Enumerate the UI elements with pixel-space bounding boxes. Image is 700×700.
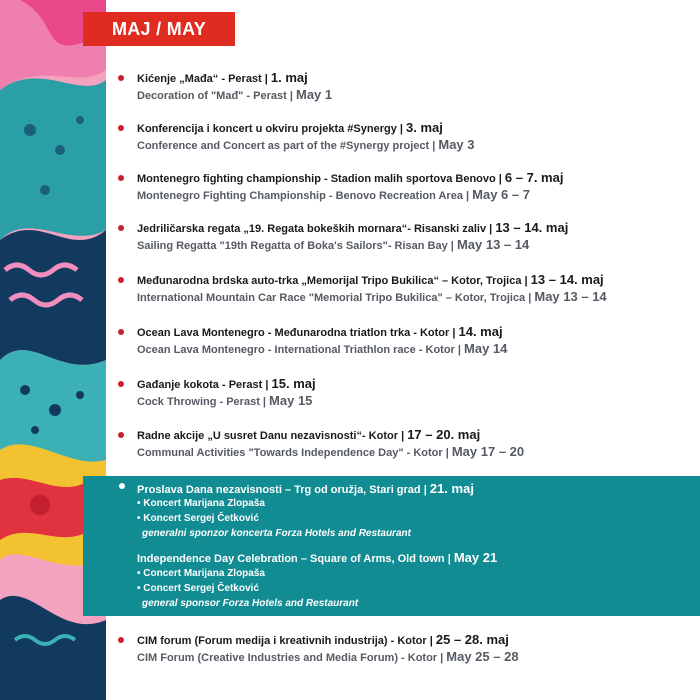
event-title-en: Ocean Lava Montenegro - International Triathlon race - Kotor | May 14 (137, 341, 508, 356)
highlight-title-sr: Proslava Dana nezavisnosti – Trg od oružja, Stari grad | 21. maj (137, 481, 474, 496)
bullet-icon (118, 329, 124, 335)
sponsor-note-en: general sponsor Forza Hotels and Restaurant (142, 598, 359, 609)
bullet-icon (118, 225, 124, 231)
highlight-item: • Concert Sergej Četković (137, 583, 259, 594)
event-title-en: CIM Forum (Creative Industries and Media Forum) - Kotor | May 25 – 28 (137, 649, 519, 664)
highlight-item: • Koncert Marijana Zlopaša (137, 498, 265, 509)
event-title-en: Montenegro Fighting Championship - Benovo Recreation Area | May 6 – 7 (137, 187, 530, 202)
event-title-en: Cock Throwing - Perast | May 15 (137, 393, 313, 408)
bullet-icon (118, 432, 124, 438)
event-title-sr: Kićenje „Mađa“ - Perast | 1. maj (137, 70, 308, 85)
month-tag: MAJ / MAY (83, 12, 235, 46)
event-title-sr: Konferencija i koncert u okviru projekta #Synergy | 3. maj (137, 120, 443, 135)
bullet-icon (118, 175, 124, 181)
event-title-sr: Ocean Lava Montenegro - Međunarodna triatlon trka - Kotor | 14. maj (137, 324, 503, 339)
highlight-title-en: Independence Day Celebration – Square of Arms, Old town | May 21 (137, 550, 498, 565)
event-title-sr: Gađanje kokota - Perast | 15. maj (137, 376, 316, 391)
sponsor-note-sr: generalni sponzor koncerta Forza Hotels and Restaurant (142, 528, 411, 539)
bullet-icon (118, 637, 124, 643)
bullet-icon (119, 483, 125, 489)
bullet-icon (118, 381, 124, 387)
event-title-sr: Jedriličarska regata „19. Regata bokeških mornara“- Risanski zaliv | 13 – 14. maj (137, 220, 569, 235)
event-title-sr: CIM forum (Forum medija i kreativnih industrija) - Kotor | 25 – 28. maj (137, 632, 509, 647)
bullet-icon (118, 75, 124, 81)
highlight-item: • Koncert Sergej Četković (137, 513, 259, 524)
event-title-en: International Mountain Car Race "Memorial Tripo Bukilica" – Kotor, Trojica | May 13 – 14 (137, 289, 607, 304)
event-title-en: Conference and Concert as part of the #Synergy project | May 3 (137, 137, 475, 152)
event-title-en: Decoration of "Mađ" - Perast | May 1 (137, 87, 333, 102)
event-title-en: Communal Activities "Towards Independence Day" - Kotor | May 17 – 20 (137, 444, 525, 459)
highlight-item: • Concert Marijana Zlopaša (137, 568, 265, 579)
event-title-sr: Montenegro fighting championship - Stadion malih sportova Benovo | 6 – 7. maj (137, 170, 564, 185)
bullet-icon (118, 277, 124, 283)
event-title-sr: Radne akcije „U susret Danu nezavisnosti“- Kotor | 17 – 20. maj (137, 427, 481, 442)
bullet-icon (118, 125, 124, 131)
highlight-block (83, 476, 700, 616)
event-title-sr: Međunarodna brdska auto-trka „Memorijal Tripo Bukilica“ – Kotor, Trojica | 13 – 14. maj (137, 272, 604, 287)
event-title-en: Sailing Regatta "19th Regatta of Boka's Sailors"- Risan Bay | May 13 – 14 (137, 237, 530, 252)
